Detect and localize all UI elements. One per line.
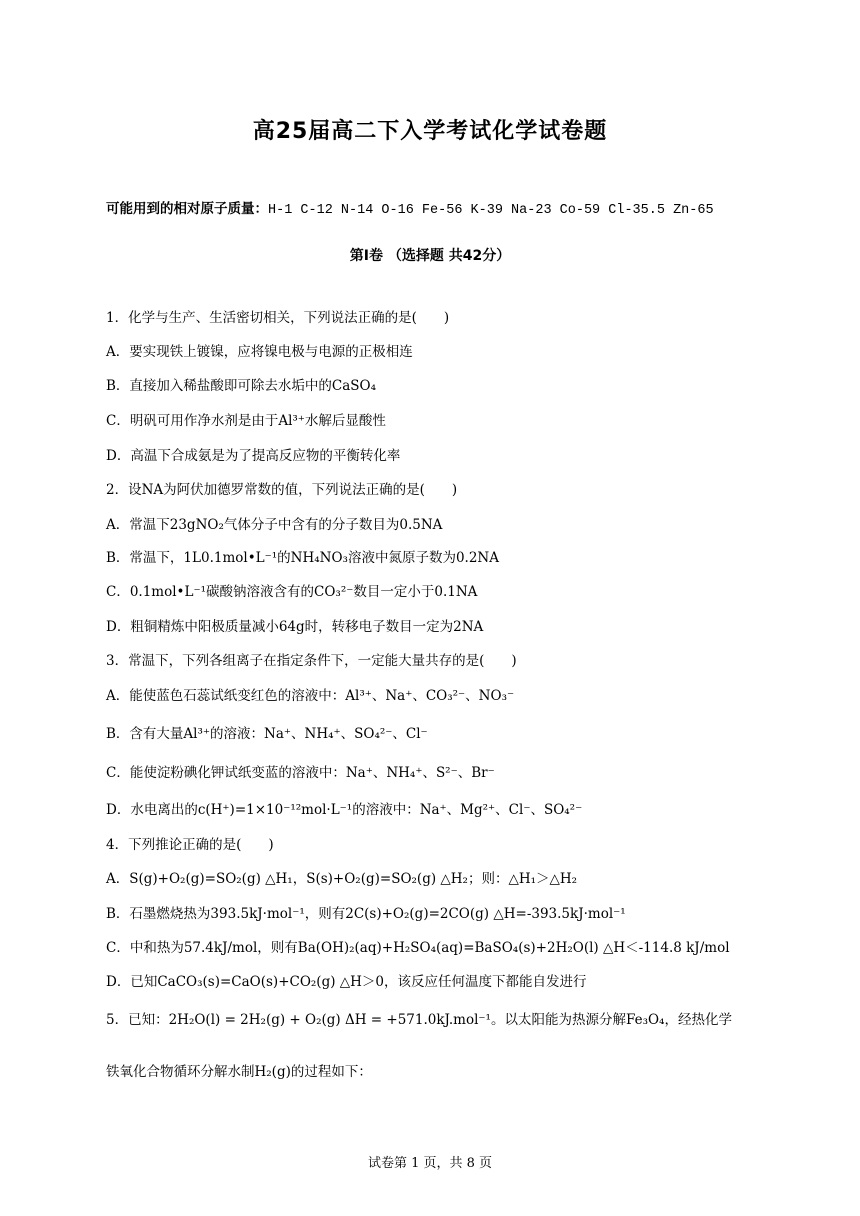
question-4-option-a: A．S(g)+O₂(g)=SO₂(g) △H₁，S(s)+O₂(g)=SO₂(g) △H₂；则：△H₁＞△H₂ <box>106 871 578 887</box>
question-1-stem: 1．化学与生产、生活密切相关，下列说法正确的是( ) <box>106 310 450 326</box>
question-1-option-c: C．明矾可用作净水剂是由于Al³⁺水解后显酸性 <box>106 413 386 429</box>
question-4-option-d: D．已知CaCO₃(s)=CaO(s)+CO₂(g) △H＞0，该反应任何温度下都能自发进行 <box>106 974 587 990</box>
question-2-option-a: A．常温下23gNO₂气体分子中含有的分子数目为0.5NA <box>106 517 443 533</box>
question-5-continuation: 铁氧化合物循环分解水制H₂(g)的过程如下： <box>106 1064 372 1080</box>
question-2-option-c: C．0.1mol•L⁻¹碳酸钠溶液含有的CO₃²⁻数目一定小于0.1NA <box>106 584 478 600</box>
question-1-option-d: D．高温下合成氨是为了提高反应物的平衡转化率 <box>106 448 401 464</box>
question-3-option-b: B．含有大量Al³⁺的溶液：Na⁺、NH₄⁺、SO₄²⁻、Cl⁻ <box>106 726 428 742</box>
question-4-option-b: B．石墨燃烧热为393.5kJ·mol⁻¹，则有2C(s)+O₂(g)=2CO(g) △H=-393.5kJ·mol⁻¹ <box>106 906 626 922</box>
section-header: 第Ⅰ卷 （选择题 共42分） <box>349 248 511 264</box>
atomic-masses-values: H-1 C-12 N-14 O-16 Fe-56 K-39 Na-23 Co-59 Cl-35.5 Zn-65 <box>268 203 714 218</box>
question-2-stem: 2．设NA为阿伏加德罗常数的值，下列说法正确的是( ) <box>106 482 458 498</box>
question-3-option-a: A．能使蓝色石蕊试纸变红色的溶液中：Al³⁺、Na⁺、CO₃²⁻、NO₃⁻ <box>106 688 515 704</box>
question-4-option-c: C．中和热为57.4kJ/mol，则有Ba(OH)₂(aq)+H₂SO₄(aq)=BaSO₄(s)+2H₂O(l) △H＜-114.8 kJ/mol <box>106 940 730 956</box>
question-4-stem: 4．下列推论正确的是( ) <box>106 837 274 853</box>
question-3-option-c: C．能使淀粉碘化钾试纸变蓝的溶液中：Na⁺、NH₄⁺、S²⁻、Br⁻ <box>106 765 495 781</box>
question-1-option-a: A．要实现铁上镀镍，应将镍电极与电源的正极相连 <box>106 344 413 360</box>
question-3-option-d: D．水电离出的c(H⁺)=1×10⁻¹²mol·L⁻¹的溶液中：Na⁺、Mg²⁺、Cl⁻、SO₄²⁻ <box>106 802 583 818</box>
exam-title: 高25届高二下入学考试化学试卷题 <box>252 119 608 144</box>
question-1-option-b: B．直接加入稀盐酸即可除去水垢中的CaSO₄ <box>106 378 377 394</box>
question-3-stem: 3．常温下，下列各组离子在指定条件下，一定能大量共存的是( ) <box>106 653 517 669</box>
atomic-masses <box>106 197 714 218</box>
question-2-option-d: D．粗铜精炼中阳极质量减小64g时，转移电子数目一定为2NA <box>106 619 484 635</box>
page-footer: 试卷第 1 页，共 8 页 <box>367 1156 493 1171</box>
question-5-stem: 5．已知：2H₂O(l) = 2H₂(g) + O₂(g) ΔH = +571.0kJ.mol⁻¹。以太阳能为热源分解Fe₃O₄，经热化学 <box>106 1012 732 1028</box>
question-2-option-b: B．常温下，1L0.1mol•L⁻¹的NH₄NO₃溶液中氮原子数为0.2NA <box>106 550 499 566</box>
atomic-masses-label: 可能用到的相对原子质量： <box>106 201 268 217</box>
